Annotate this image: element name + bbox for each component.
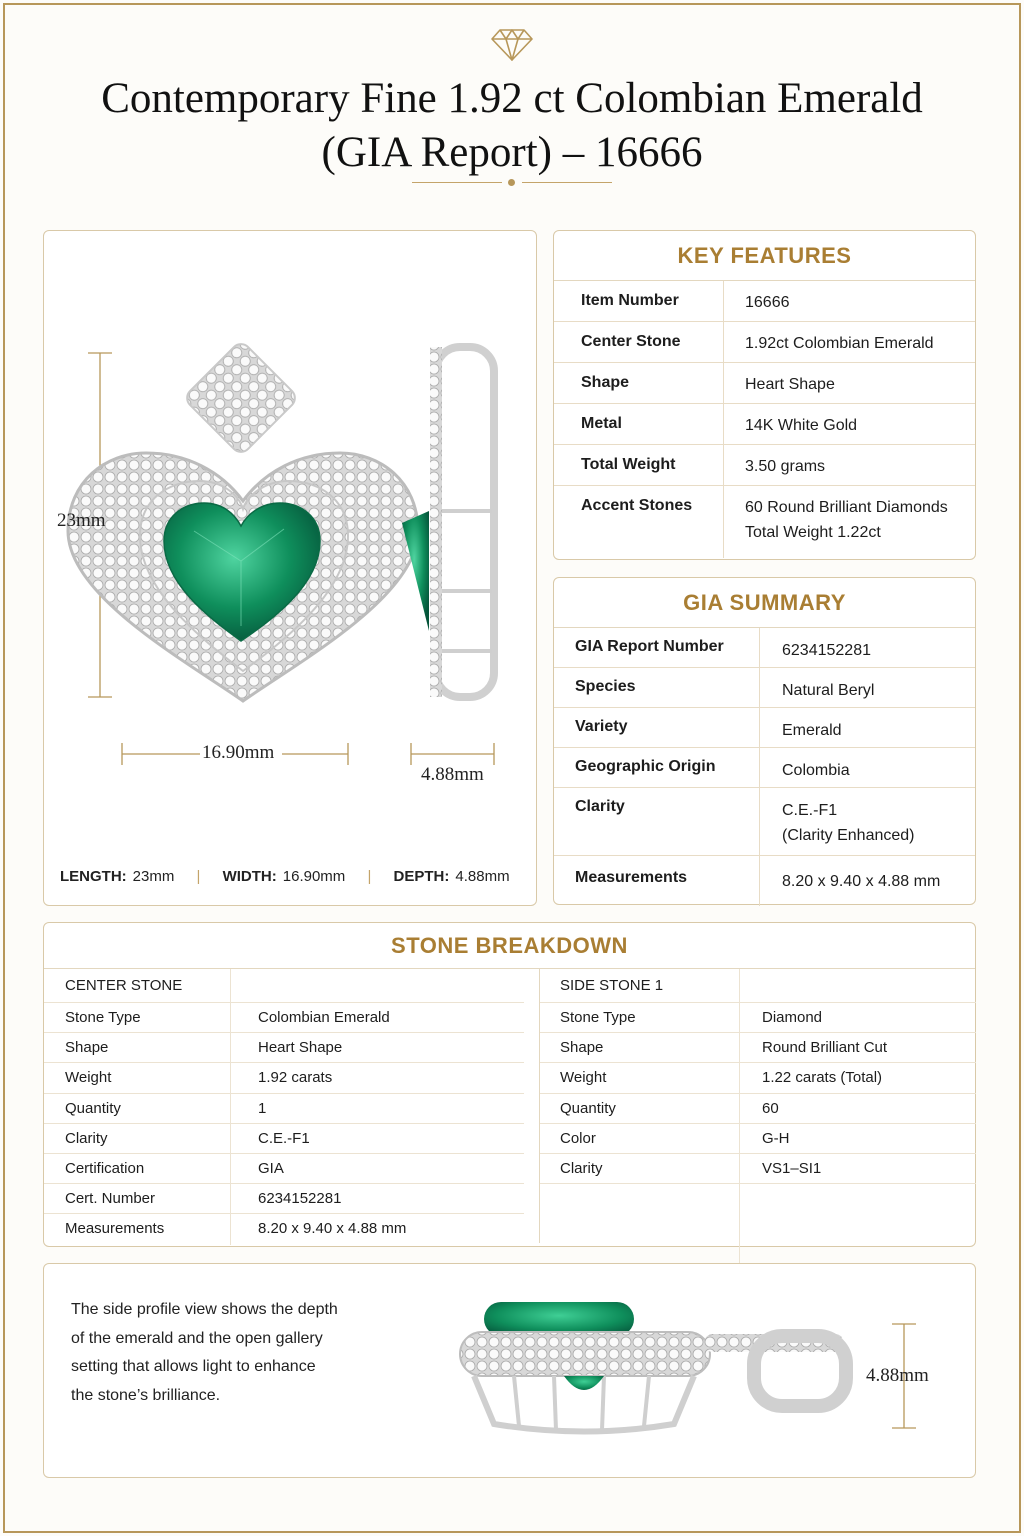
feature-row [554,281,975,322]
row-value: 1 [258,1099,267,1117]
row-label: Stone Type [44,1003,231,1032]
feature-value: 3.50 grams [745,458,826,475]
center-stone-heading: CENTER STONE [44,969,231,1002]
table-row [540,1094,976,1124]
profile-depth-label: 4.88mm [866,1365,929,1386]
stone-breakdown-title: STONE BREAKDOWN [44,923,975,969]
feature-value: Heart Shape [745,376,835,393]
depth-dimension-label: 4.88mm [421,764,484,785]
feature-label: Accent Stones [554,486,724,558]
gia-label: Measurements [554,856,760,906]
table-row [44,1033,524,1063]
feature-label: Shape [554,363,724,403]
table-row [44,1063,524,1093]
table-row [44,1184,524,1214]
row-value: G-H [762,1129,790,1147]
separator: | [196,868,201,885]
row-value: Round Brilliant Cut [762,1039,888,1057]
side-stone-table [539,969,976,1243]
gia-label: Variety [554,708,760,747]
length-label: LENGTH: [60,868,127,885]
table-row [44,1124,524,1154]
row-label: Quantity [540,1094,740,1123]
side-profile-card [43,1263,976,1478]
diamond-icon [490,24,534,64]
stone-breakdown-card [43,922,976,1247]
width-value: 16.90mm [282,868,346,885]
row-label: Certification [44,1154,231,1183]
row-label: Clarity [44,1124,231,1153]
header [0,24,1024,180]
feature-row [554,363,975,404]
table-header-row [540,969,976,1003]
table-row [44,1094,524,1124]
feature-row [554,322,975,363]
row-label: Color [540,1124,740,1153]
row-label: Weight [44,1063,231,1092]
title-line-2: (GIA Report) – 16666 [321,129,703,176]
row-value: 1.22 carats (Total) [762,1069,883,1087]
feature-value: 1.92ct Colombian Emerald [745,335,934,352]
gia-summary-title: GIA SUMMARY [554,578,975,628]
feature-label: Total Weight [554,445,724,485]
feature-value-secondary: Total Weight 1.22ct [745,524,881,541]
table-row [540,1063,976,1093]
gia-value: Natural Beryl [782,682,875,699]
row-value: Heart Shape [258,1039,343,1057]
feature-row [554,486,975,558]
gia-row [554,668,975,708]
row-label: Measurements [44,1214,231,1244]
depth-label: DEPTH: [393,868,450,885]
separator: | [367,868,372,885]
feature-label: Center Stone [554,322,724,362]
side-stone-heading: SIDE STONE 1 [540,969,740,1002]
row-value: 6234152281 [258,1190,342,1208]
row-label: Stone Type [540,1003,740,1032]
feature-row [554,404,975,445]
gia-row [554,856,975,906]
table-row [540,1033,976,1063]
page-title [0,72,1024,180]
dimensions-summary [60,868,510,885]
gia-row [554,628,975,668]
pendant-front-image [44,231,538,791]
feature-value: 16666 [745,294,790,311]
gia-row [554,788,975,856]
row-value: GIA [258,1159,284,1177]
feature-value: 14K White Gold [745,417,858,434]
feature-label: Item Number [554,281,724,321]
gia-value: Emerald [782,722,842,739]
table-filler [540,1184,976,1274]
table-row [540,1124,976,1154]
gia-label: GIA Report Number [554,628,760,667]
row-label: Cert. Number [44,1184,231,1213]
row-value: 60 [762,1099,779,1117]
product-images-card [43,230,537,906]
row-value: VS1–SI1 [762,1159,822,1177]
table-row [44,1154,524,1184]
row-label: Quantity [44,1094,231,1123]
row-label: Weight [540,1063,740,1092]
gia-value: Colombia [782,762,850,779]
title-line-1: Contemporary Fine 1.92 ct Colombian Emerald [101,75,923,122]
row-label: Clarity [540,1154,740,1183]
table-row [540,1154,976,1184]
center-stone-table [44,969,524,1245]
row-value: 8.20 x 9.40 x 4.88 mm [258,1220,407,1238]
row-value: Colombian Emerald [258,1009,390,1026]
row-value: Diamond [762,1009,823,1026]
length-value: 23mm [132,868,175,885]
table-header-row [44,969,524,1003]
key-features-title: KEY FEATURES [554,231,975,281]
gia-value: 6234152281 [782,642,871,659]
gia-label: Clarity [554,788,760,855]
gia-value: C.E.-F1 [782,802,838,819]
gia-row [554,748,975,788]
key-features-card [553,230,976,560]
gia-value-secondary: (Clarity Enhanced) [782,827,915,844]
gia-label: Geographic Origin [554,748,760,787]
row-value: 1.92 carats [258,1069,333,1087]
width-label: WIDTH: [222,868,277,885]
table-row [540,1003,976,1033]
row-value: C.E.-F1 [258,1129,310,1147]
table-row [44,1214,524,1244]
title-divider [412,178,612,188]
row-label: Shape [540,1033,740,1062]
row-label: Shape [44,1033,231,1062]
feature-value: 60 Round Brilliant Diamonds [745,499,948,516]
gia-value: 8.20 x 9.40 x 4.88 mm [782,873,941,890]
height-dimension-label: 23mm [57,510,106,531]
feature-label: Metal [554,404,724,444]
table-row [44,1003,524,1033]
depth-value: 4.88mm [455,868,510,885]
gia-row [554,708,975,748]
gia-summary-card [553,577,976,905]
gia-label: Species [554,668,760,707]
width-dimension-label: 16.90mm [202,742,275,763]
feature-row [554,445,975,486]
profile-description: The side profile view shows the depth of the emerald and the open gallery setting that allows light to enhance the stone’s brilliance. [71,1301,338,1404]
